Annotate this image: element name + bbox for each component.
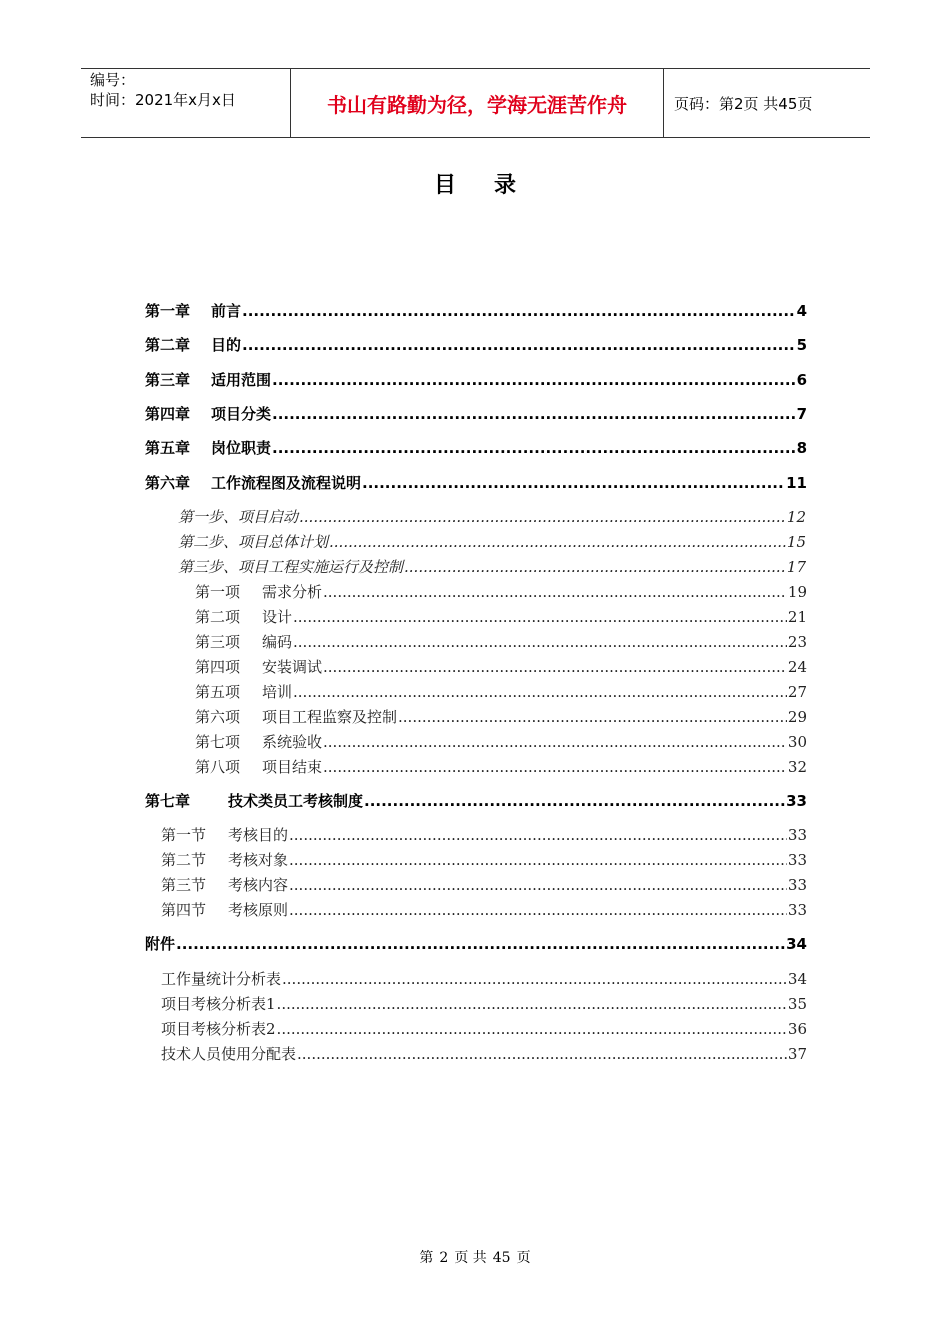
toc-page: 34 — [787, 970, 807, 988]
toc-label: 培训 — [262, 683, 293, 701]
toc-leader — [277, 995, 787, 1013]
toc-leader — [404, 558, 786, 576]
toc-item-2[interactable] — [195, 606, 807, 627]
toc-leader — [297, 1045, 787, 1063]
toc-page: 35 — [787, 995, 807, 1013]
toc-leader — [272, 405, 796, 423]
footer-prefix: 第 — [419, 1250, 434, 1266]
toc-page: 36 — [787, 1020, 807, 1038]
toc-label: 工作流程图及流程说明 — [211, 474, 362, 492]
toc-page: 33 — [787, 901, 807, 919]
toc-chapter-6[interactable] — [145, 472, 807, 493]
toc-section-2[interactable] — [161, 849, 807, 870]
toc-item-6[interactable] — [195, 706, 807, 727]
toc-page: 12 — [786, 508, 806, 526]
motto-text: 书山有路勤为径，学海无涯苦作舟 — [327, 92, 627, 117]
toc-appendix-item-3[interactable] — [161, 1018, 807, 1039]
toc-section-4[interactable] — [161, 899, 807, 920]
toc-label: 系统验收 — [262, 733, 323, 751]
toc-leader — [323, 658, 787, 676]
toc-step-2[interactable] — [178, 531, 806, 552]
toc-label: 第一步、项目启动 — [178, 508, 299, 526]
toc-leader — [289, 876, 787, 894]
toc-page: 23 — [787, 633, 807, 651]
toc-page: 37 — [787, 1045, 807, 1063]
toc-page: 33 — [786, 792, 807, 810]
toc-label: 项目考核分析表2 — [161, 1020, 276, 1038]
toc-leader — [289, 901, 787, 919]
toc-item-1[interactable] — [195, 581, 807, 602]
toc-chapter-5[interactable] — [145, 437, 807, 458]
toc-label: 考核目的 — [228, 826, 289, 844]
toc-leader — [398, 708, 787, 726]
toc-page: 30 — [787, 733, 807, 751]
toc-chapter-4[interactable] — [145, 403, 807, 424]
toc-page: 8 — [796, 439, 807, 457]
toc-leader — [277, 1020, 787, 1038]
toc-page: 15 — [786, 533, 806, 551]
footer-current-page: 2 — [439, 1250, 449, 1266]
toc-appendix[interactable] — [145, 933, 807, 954]
toc-leader — [272, 371, 796, 389]
toc-leader — [364, 792, 785, 810]
toc-page: 29 — [787, 708, 807, 726]
toc-item-5[interactable] — [195, 681, 807, 702]
doc-number: 编号： — [90, 71, 136, 89]
toc-page: 33 — [787, 851, 807, 869]
toc-page: 17 — [786, 558, 806, 576]
toc-label: 编码 — [262, 633, 293, 651]
toc-num: 第三项 — [195, 633, 241, 651]
toc-section-3[interactable] — [161, 874, 807, 895]
toc-label: 第二步、项目总体计划 — [178, 533, 329, 551]
toc-leader — [323, 733, 787, 751]
toc-leader — [272, 439, 796, 457]
footer-mid: 页 共 — [454, 1250, 487, 1266]
toc-label: 考核原则 — [228, 901, 289, 919]
toc-leader — [323, 758, 787, 776]
toc-num: 第三章 — [145, 371, 191, 389]
toc-num: 第二节 — [161, 851, 207, 869]
toc-appendix-item-2[interactable] — [161, 993, 807, 1014]
toc-leader — [176, 935, 785, 953]
toc-appendix-item-4[interactable] — [161, 1043, 807, 1064]
toc-num: 第四章 — [145, 405, 191, 423]
toc-label: 适用范围 — [211, 371, 272, 389]
toc-section-1[interactable] — [161, 824, 807, 845]
toc-label: 技术类员工考核制度 — [228, 792, 364, 810]
page-footer — [0, 1247, 950, 1267]
toc-page: 4 — [796, 302, 807, 320]
toc-num: 第七章 — [145, 792, 191, 810]
toc-page: 6 — [796, 371, 807, 389]
toc-label: 工作量统计分析表 — [161, 970, 282, 988]
toc-num: 第八项 — [195, 758, 241, 776]
toc-label: 前言 — [211, 302, 242, 320]
toc-num: 第七项 — [195, 733, 241, 751]
page-title: 目录 — [433, 173, 554, 198]
toc-num: 第二项 — [195, 608, 241, 626]
toc-page: 34 — [786, 935, 807, 953]
toc-num: 第一节 — [161, 826, 207, 844]
toc-label: 第三步、项目工程实施运行及控制 — [178, 558, 404, 576]
footer-total-pages: 45 — [492, 1250, 511, 1266]
toc-leader — [323, 583, 787, 601]
toc-page: 24 — [787, 658, 807, 676]
toc-num: 第三节 — [161, 876, 207, 894]
toc-leader — [293, 683, 787, 701]
toc-label: 项目分类 — [211, 405, 272, 423]
toc-item-7[interactable] — [195, 731, 807, 752]
toc-item-8[interactable] — [195, 756, 807, 777]
toc-label: 项目结束 — [262, 758, 323, 776]
toc-page: 32 — [787, 758, 807, 776]
toc-label: 项目工程监察及控制 — [262, 708, 398, 726]
toc-page: 33 — [787, 876, 807, 894]
header-page-info: 页码：第2页 共45页 — [674, 94, 813, 113]
toc-leader — [282, 970, 787, 988]
toc-leader — [362, 474, 785, 492]
toc-item-3[interactable] — [195, 631, 807, 652]
toc-leader — [242, 336, 796, 354]
toc-chapter-2[interactable] — [145, 334, 807, 355]
toc-num: 第五章 — [145, 439, 191, 457]
toc-appendix-item-1[interactable] — [161, 968, 807, 989]
toc-num: 第四项 — [195, 658, 241, 676]
toc-page: 7 — [796, 405, 807, 423]
toc-num: 第六章 — [145, 474, 191, 492]
toc-label: 技术人员使用分配表 — [161, 1045, 297, 1063]
toc-leader — [293, 608, 787, 626]
toc-step-3[interactable] — [178, 556, 806, 577]
toc-chapter-1[interactable] — [145, 300, 807, 321]
toc-label: 考核内容 — [228, 876, 289, 894]
toc-num: 第五项 — [195, 683, 241, 701]
toc-leader — [289, 826, 787, 844]
toc-label: 附件 — [145, 935, 176, 953]
toc-chapter-3[interactable] — [145, 369, 807, 390]
toc-page: 19 — [787, 583, 807, 601]
toc-num: 第六项 — [195, 708, 241, 726]
toc-chapter-7[interactable] — [145, 790, 807, 811]
toc-num: 第四节 — [161, 901, 207, 919]
toc-leader — [289, 851, 787, 869]
toc-label: 考核对象 — [228, 851, 289, 869]
toc-page: 21 — [787, 608, 807, 626]
toc-leader — [299, 508, 786, 526]
toc-leader — [242, 302, 796, 320]
toc-label: 目的 — [211, 336, 242, 354]
toc-label: 安装调试 — [262, 658, 323, 676]
toc-leader — [329, 533, 786, 551]
toc-page: 27 — [787, 683, 807, 701]
toc-leader — [293, 633, 787, 651]
toc-label: 需求分析 — [262, 583, 323, 601]
toc-item-4[interactable] — [195, 656, 807, 677]
doc-date: 时间：2021年x月x日 — [90, 91, 236, 109]
toc-page: 11 — [786, 474, 807, 492]
toc-num: 第一章 — [145, 302, 191, 320]
toc-label: 项目考核分析表1 — [161, 995, 276, 1013]
toc-label: 岗位职责 — [211, 439, 272, 457]
toc-step-1[interactable] — [178, 506, 806, 527]
toc-page: 33 — [787, 826, 807, 844]
toc-num: 第二章 — [145, 336, 191, 354]
toc-num: 第一项 — [195, 583, 241, 601]
toc-page: 5 — [796, 336, 807, 354]
footer-suffix: 页 — [516, 1250, 531, 1266]
toc-label: 设计 — [262, 608, 293, 626]
